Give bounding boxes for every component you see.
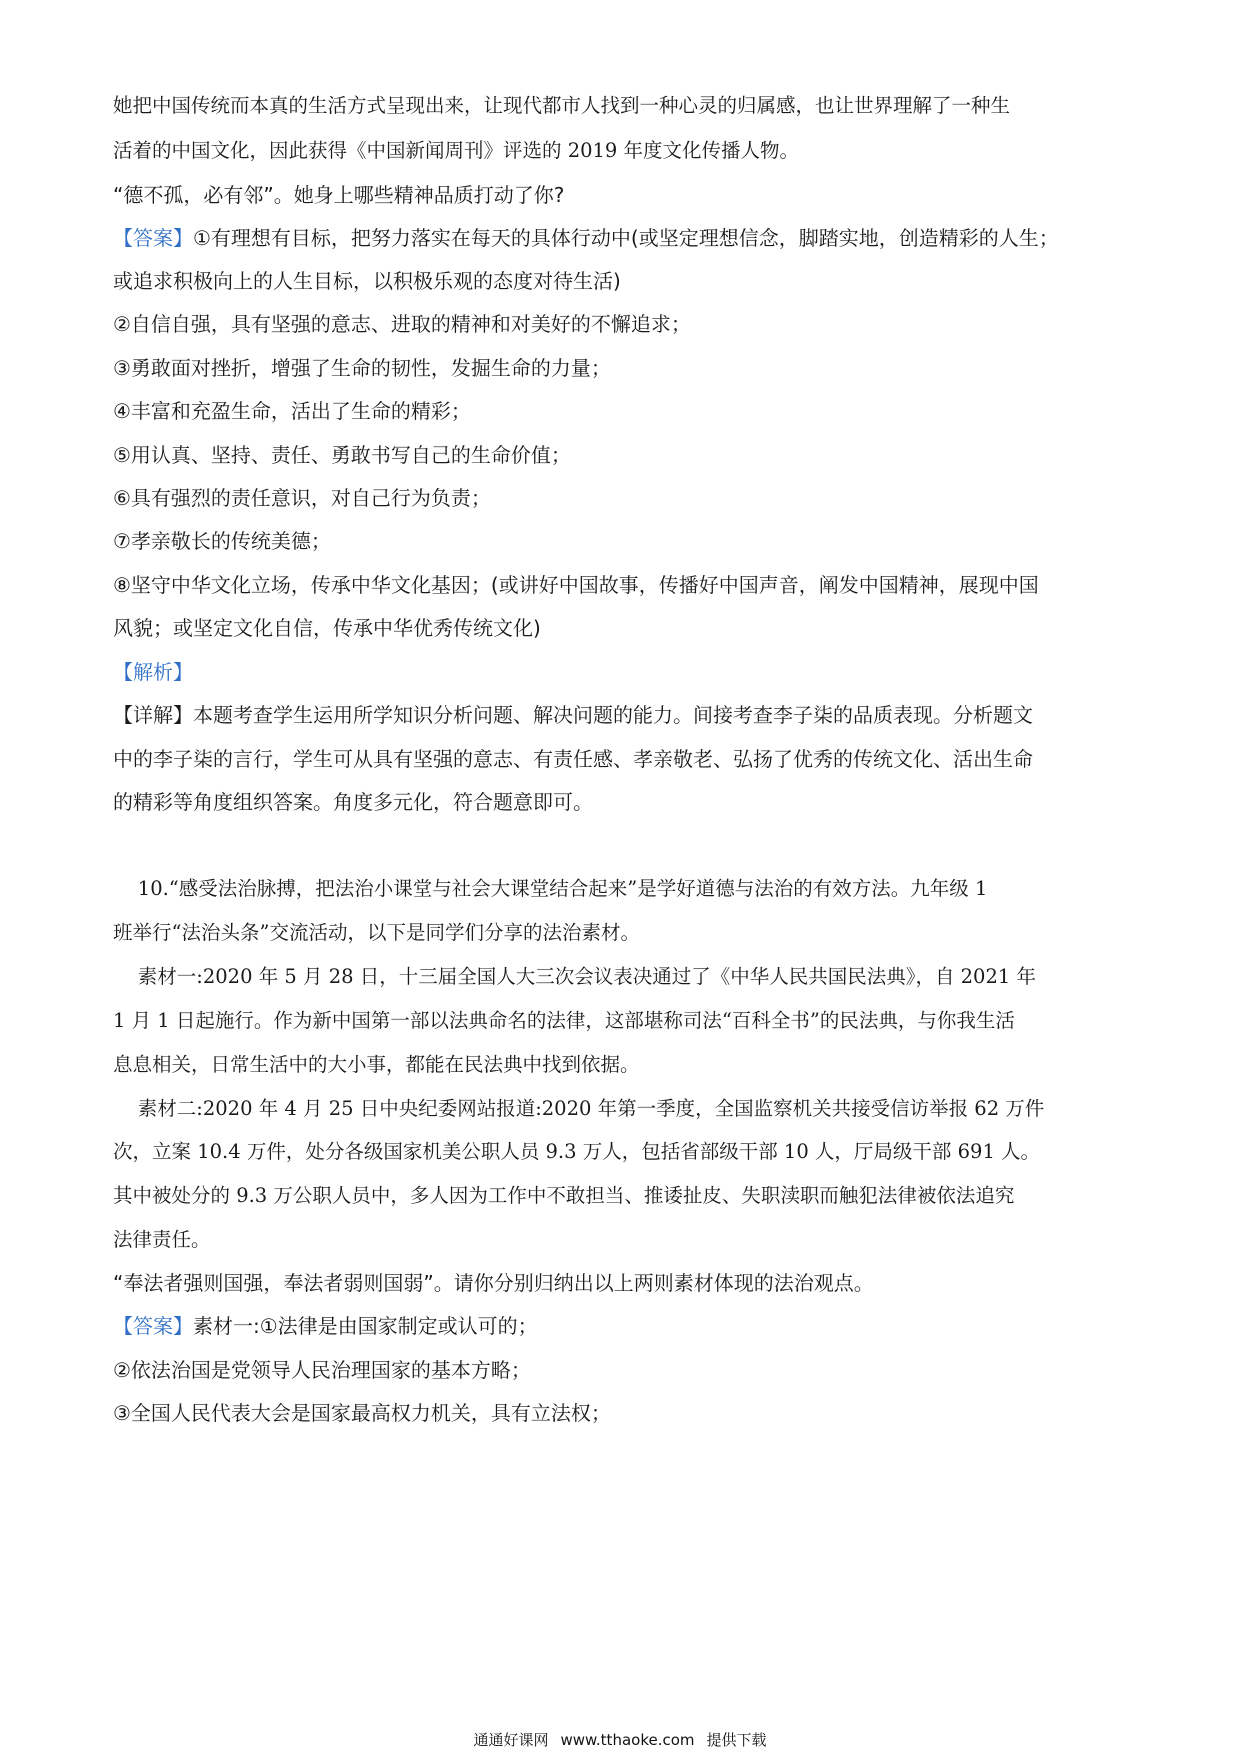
q10-answer-line: ②依法治国是党领导人民治理国家的基本方略； [113,1358,531,1382]
q9-answer-line: ⑥具有强烈的责任意识，对自己行为负责； [113,486,491,510]
q10-material2-line: 其中被处分的 9.3 万公职人员中，多人因为工作中不敢担当、推诿扯皮、失职渎职而触犯法律被依法追究 [113,1184,1015,1207]
answer-tag: 【答案】 [113,1314,193,1338]
q10-answer-line: ③全国人民代表大会是国家最高权力机关，具有立法权； [113,1401,611,1425]
q9-question: “德不孤，必有邻”。她身上哪些精神品质打动了你? [113,183,565,207]
footer-url-link[interactable]: www.tthaoke.com [560,1731,695,1749]
q10-stem-line-1: 10.“感受法治脉搏，把法治小课堂与社会大课堂结合起来”是学好道德与法治的有效方法。九年级 1 [113,877,988,900]
q10-answer-first-line [113,1311,1133,1341]
q9-answer-first-line [113,223,1133,253]
page-footer [0,1730,1240,1750]
q10-material1-line: 1 月 1 日起施行。作为新中国第一部以法典命名的法律，这部堪称司法“百科全书”的民法典，与你我生活 [113,1009,1015,1032]
footer-site-name: 通通好课网 [473,1731,549,1749]
q10-material2-line: 法律责任。 [113,1228,211,1251]
q10-material1-line: 息息相关，日常生活中的大小事，都能在民法典中找到依据。 [113,1053,640,1076]
q10-material2-line: 次，立案 10.4 万件，处分各级国家机美公职人员 9.3 万人，包括省部级干部 10 人，厅局级干部 691 人。 [113,1140,1041,1163]
q9-answer-line: ⑤用认真、坚持、责任、勇敢书写自己的生命价值； [113,443,571,467]
q9-answer-text: ①有理想有目标，把努力落实在每天的具体行动中(或坚定理想信念，脚踏实地，创造精彩的人生； [193,226,1059,250]
q9-detail-line: 中的李子柒的言行，学生可从具有坚强的意志、有责任感、孝亲敬老、弘扬了优秀的传统文化、活出生命 [113,747,1033,771]
q10-stem-line-2: 班举行“法治头条”交流活动，以下是同学们分享的法治素材。 [113,921,640,944]
q9-answer-line: ④丰富和充盈生命，活出了生命的精彩； [113,399,471,423]
analysis-tag: 【解析】 [113,660,193,684]
q9-material-line-2: 活着的中国文化，因此获得《中国新闻周刊》评选的 2019 年度文化传播人物。 [113,139,800,162]
q9-answer-line: ⑧坚守中华文化立场，传承中华文化基因；(或讲好中国故事，传播好中国声音，阐发中国精神，展现中国 [113,573,1039,597]
q9-detail-line: 【详解】本题考查学生运用所学知识分析问题、解决问题的能力。间接考查李子柒的品质表现。分析题文 [113,703,1033,727]
answer-tag: 【答案】 [113,226,193,250]
q10-answer-text: 素材一:①法律是由国家制定或认可的； [193,1314,538,1338]
q9-answer-line: ⑦孝亲敬长的传统美德； [113,529,331,553]
q9-answer-line: 风貌；或坚定文化自信，传承中华优秀传统文化) [113,616,541,640]
q9-detail-line: 的精彩等角度组织答案。角度多元化，符合题意即可。 [113,790,593,814]
q9-answer-line: ②自信自强，具有坚强的意志、进取的精神和对美好的不懈追求； [113,312,691,336]
q10-material1-line: 素材一:2020 年 5 月 28 日，十三届全国人大三次会议表决通过了《中华人民共国民法典》，自 2021 年 [113,965,1036,988]
q10-question: “奉法者强则国强，奉法者弱则国弱”。请你分别归纳出以上两则素材体现的法治观点。 [113,1271,874,1295]
q10-material2-line: 素材二:2020 年 4 月 25 日中央纪委网站报道:2020 年第一季度，全国监察机关共接受信访举报 62 万件 [113,1097,1045,1120]
q9-material-line-1: 她把中国传统而本真的生活方式呈现出来，让现代都市人找到一种心灵的归属感，也让世界理解了一种生 [113,94,1011,117]
q9-answer-line: ③勇敢面对挫折，增强了生命的韧性，发掘生命的力量； [113,356,611,380]
q9-answer-line: 或追求积极向上的人生目标，以积极乐观的态度对待生活) [113,269,621,293]
footer-note: 提供下载 [706,1731,767,1749]
